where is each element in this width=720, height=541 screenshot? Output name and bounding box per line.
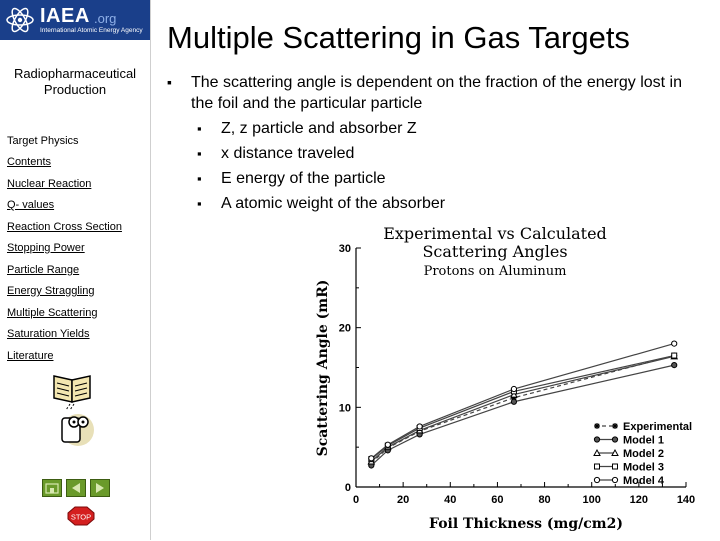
x-axis-label: Foil Thickness (mg/cm2) [429,516,623,532]
chart-svg [305,218,715,536]
sidebar [0,0,151,540]
x-tick-label: 140 [676,494,696,506]
y-tick-label: 10 [338,402,351,415]
home-icon [43,480,61,496]
square-bullet-icon: ▪ [167,74,172,90]
nav-link-energy-straggling[interactable]: Energy Straggling [7,285,95,297]
square-bullet-icon: ▪ [197,146,202,161]
data-point [595,464,600,469]
slide-title: Multiple Scattering in Gas Targets [167,20,630,55]
square-bullet-icon: ▪ [197,171,202,186]
data-point [385,442,390,447]
data-point [672,353,677,358]
nav-link-nuclear-reaction[interactable]: Nuclear Reaction [7,177,92,190]
legend-label: Model 1 [623,434,664,447]
nav-link-literature[interactable]: Literature [7,349,54,362]
scattering-chart [305,218,715,536]
x-tick-label: 100 [582,494,601,506]
data-point [672,363,677,368]
section-title-line2: Production [43,82,107,97]
x-tick-label: 40 [444,494,457,506]
nav-link-reaction-cross-section[interactable]: Reaction Cross Section [7,220,122,233]
data-point [612,437,617,442]
chart-subtitle: Scattering Angles [422,242,568,261]
y-tick-label: 20 [338,322,351,335]
data-point [511,386,516,391]
sidebar-nav [7,155,122,370]
data-point [612,477,617,482]
book-reader-icon[interactable] [48,370,98,450]
logo-org: .org [94,11,117,26]
triangle-right-icon [91,480,109,496]
chart-subtitle-2: Protons on Aluminum [423,264,567,279]
data-point [369,456,374,461]
previous-button[interactable] [66,479,86,497]
legend-label: Model 4 [623,475,664,487]
square-bullet-icon: ▪ [197,121,202,136]
data-point [417,424,422,429]
x-tick-label: 0 [352,494,360,506]
iaea-logo[interactable] [0,0,150,40]
triangle-left-icon [67,480,85,496]
logo-subtitle: International Atomic Energy Agency [40,27,143,34]
stop-button[interactable] [67,506,95,526]
data-point [594,423,600,429]
nav-link-saturation-yields[interactable]: Saturation Yields [7,328,90,340]
series-line [371,356,674,464]
nav-link-stopping-power[interactable]: Stopping Power [7,242,85,254]
data-point [594,437,599,442]
home-button[interactable] [42,479,62,497]
data-point [612,423,618,429]
x-tick-label: 60 [491,494,504,506]
legend-label: Experimental [623,421,693,433]
sidebar-heading: Target Physics [7,135,79,147]
atom-icon [5,5,35,35]
section-title [0,66,150,98]
nav-link-contents[interactable]: Contents [7,156,52,168]
data-point [613,464,618,469]
x-tick-label: 20 [397,494,410,506]
nav-link-particle-range[interactable]: Particle Range [7,263,80,276]
data-point [594,477,599,482]
nav-link-multiple-scattering[interactable]: Multiple Scattering [7,306,98,319]
main-bullet-text: The scattering angle is dependent on the fraction of the energy lost in the foil and the particular particle [191,74,682,112]
y-axis-label: Scattering Angle (mR) [315,279,331,457]
legend-label: Model 3 [623,461,664,474]
x-tick-label: 80 [538,494,551,506]
square-bullet-icon: ▪ [197,196,202,211]
data-point [511,399,516,404]
x-tick-label: 120 [629,494,649,506]
next-button[interactable] [90,479,110,497]
chart-title: Experimental vs Calculated [383,224,607,243]
section-title-line1: Radiopharmaceutical [13,66,137,81]
data-point [672,341,677,346]
stop-label: STOP [70,512,92,522]
legend-label: Model 2 [623,448,664,460]
nav-link-q-values[interactable]: Q- values [7,199,55,211]
y-tick-label: 0 [344,482,351,494]
logo-name: IAEA [40,5,90,27]
y-tick-label: 30 [338,243,351,255]
